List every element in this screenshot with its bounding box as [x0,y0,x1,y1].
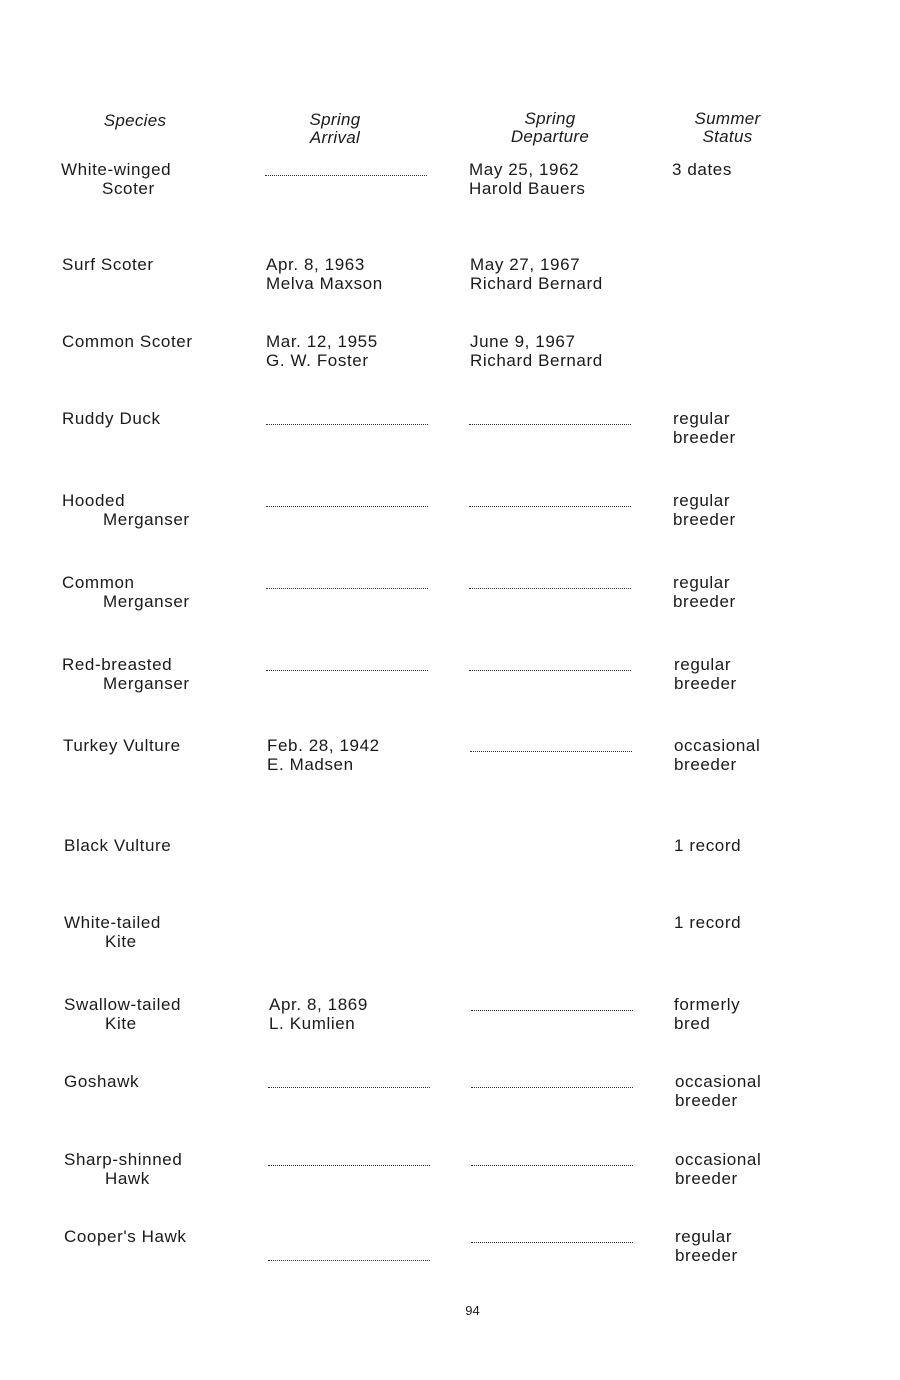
summer-status-continued: breeder [673,427,736,447]
species-name: Goshawk [64,1072,140,1091]
header-spring-arrival [290,111,380,147]
blank-arrival-line [266,670,428,671]
departure-observer: Richard Bernard [470,273,603,293]
species-cell [64,1151,182,1188]
species-name-continued: Hawk [105,1168,150,1188]
species-cell [62,256,154,275]
header-summer-line-1: Summer [694,109,761,128]
species-name-continued: Kite [105,1013,137,1033]
blank-departure-line [469,670,631,671]
arrival-observer: G. W. Foster [266,350,369,370]
species-name: Cooper's Hawk [64,1227,187,1246]
summer-status-continued: breeder [673,591,736,611]
species-cell [62,410,161,429]
species-name: White-winged [61,160,172,179]
species-name: Turkey Vulture [63,736,181,755]
blank-departure-line [471,1087,633,1088]
summer-cell [674,914,741,933]
header-arrival-line-2: Arrival [309,128,361,147]
departure-observer: Richard Bernard [470,350,603,370]
species-cell [61,161,171,198]
header-departure-line-2: Departure [510,127,590,146]
species-cell [64,914,161,951]
summer-status: formerly [674,995,741,1014]
summer-cell [674,837,741,856]
summer-cell [673,574,736,611]
species-cell [64,996,181,1033]
summer-cell [673,492,736,529]
header-species-label: Species [103,111,167,130]
blank-arrival-line [268,1165,430,1166]
species-name: Sharp-shinned [64,1150,183,1169]
arrival-date: Mar. 12, 1955 [266,332,378,351]
blank-departure-line [470,751,632,752]
summer-status: occasional [674,736,761,755]
arrival-cell [266,333,378,370]
summer-status-continued: breeder [674,673,737,693]
blank-departure-line [469,506,631,507]
header-arrival-line-1: Spring [309,110,361,129]
summer-status: 3 dates [672,160,732,179]
species-cell [62,574,190,611]
blank-arrival-line [265,175,427,176]
summer-cell [674,656,737,693]
summer-cell [674,737,760,774]
species-name-continued: Scoter [102,178,155,198]
departure-date: May 27, 1967 [470,255,581,274]
departure-date: June 9, 1967 [470,332,576,351]
species-cell [62,656,190,693]
arrival-cell [267,737,380,774]
arrival-cell [266,256,383,293]
species-name-continued: Kite [105,931,137,951]
departure-cell [470,333,603,370]
summer-status-continued: breeder [674,754,737,774]
species-cell [63,737,181,756]
departure-cell [470,256,603,293]
blank-departure-line [471,1165,633,1166]
blank-arrival-line [266,506,428,507]
header-species [95,112,175,130]
summer-status: 1 record [674,836,742,855]
summer-status: occasional [675,1150,762,1169]
departure-date: May 25, 1962 [469,160,580,179]
summer-status-continued: breeder [675,1245,738,1265]
species-name: Surf Scoter [62,255,154,274]
species-name-continued: Merganser [103,673,190,693]
summer-status: regular [675,1227,733,1246]
blank-departure-line [469,588,631,589]
summer-status: occasional [675,1072,762,1091]
species-name-continued: Merganser [103,591,190,611]
arrival-date: Apr. 8, 1963 [266,255,365,274]
species-cell [64,1073,139,1092]
blank-arrival-line [266,424,428,425]
summer-status-continued: bred [674,1013,711,1033]
summer-status-continued: breeder [675,1168,738,1188]
species-cell [64,1228,187,1247]
summer-status-continued: breeder [675,1090,738,1110]
species-name: Black Vulture [64,836,172,855]
summer-status: regular [674,655,732,674]
summer-cell [672,161,732,180]
arrival-date: Apr. 8, 1869 [269,995,368,1014]
summer-cell [675,1073,761,1110]
species-name: Common [62,573,135,592]
blank-departure-line [471,1242,633,1243]
species-name: Swallow-tailed [64,995,182,1014]
summer-cell [675,1151,761,1188]
arrival-observer: L. Kumlien [269,1013,356,1033]
species-name: Common Scoter [62,332,193,351]
summer-status: regular [673,573,731,592]
summer-status-continued: breeder [673,509,736,529]
arrival-observer: Melva Maxson [266,273,383,293]
summer-cell [675,1228,738,1265]
summer-status: 1 record [674,913,742,932]
header-departure-line-1: Spring [524,109,576,128]
summer-cell [673,410,736,447]
species-name-continued: Merganser [103,509,190,529]
species-name: Ruddy Duck [62,409,161,428]
arrival-observer: E. Madsen [267,754,354,774]
departure-observer: Harold Bauers [469,178,586,198]
species-cell [62,333,193,352]
blank-arrival-line [266,588,428,589]
blank-departure-line [471,1010,633,1011]
header-spring-departure [495,110,605,146]
species-cell [62,492,190,529]
arrival-date: Feb. 28, 1942 [267,736,380,755]
departure-cell [469,161,585,198]
header-summer-status [680,110,775,146]
blank-arrival-line [268,1260,430,1261]
species-name: Red-breasted [62,655,173,674]
species-cell [64,837,171,856]
page-number: 94 [465,1303,480,1318]
blank-arrival-line [268,1087,430,1088]
summer-status: regular [673,491,731,510]
header-summer-line-2: Status [702,127,753,146]
arrival-cell [269,996,368,1033]
species-name: Hooded [62,491,126,510]
blank-departure-line [469,424,631,425]
summer-cell [674,996,740,1033]
species-name: White-tailed [64,913,161,932]
summer-status: regular [673,409,731,428]
